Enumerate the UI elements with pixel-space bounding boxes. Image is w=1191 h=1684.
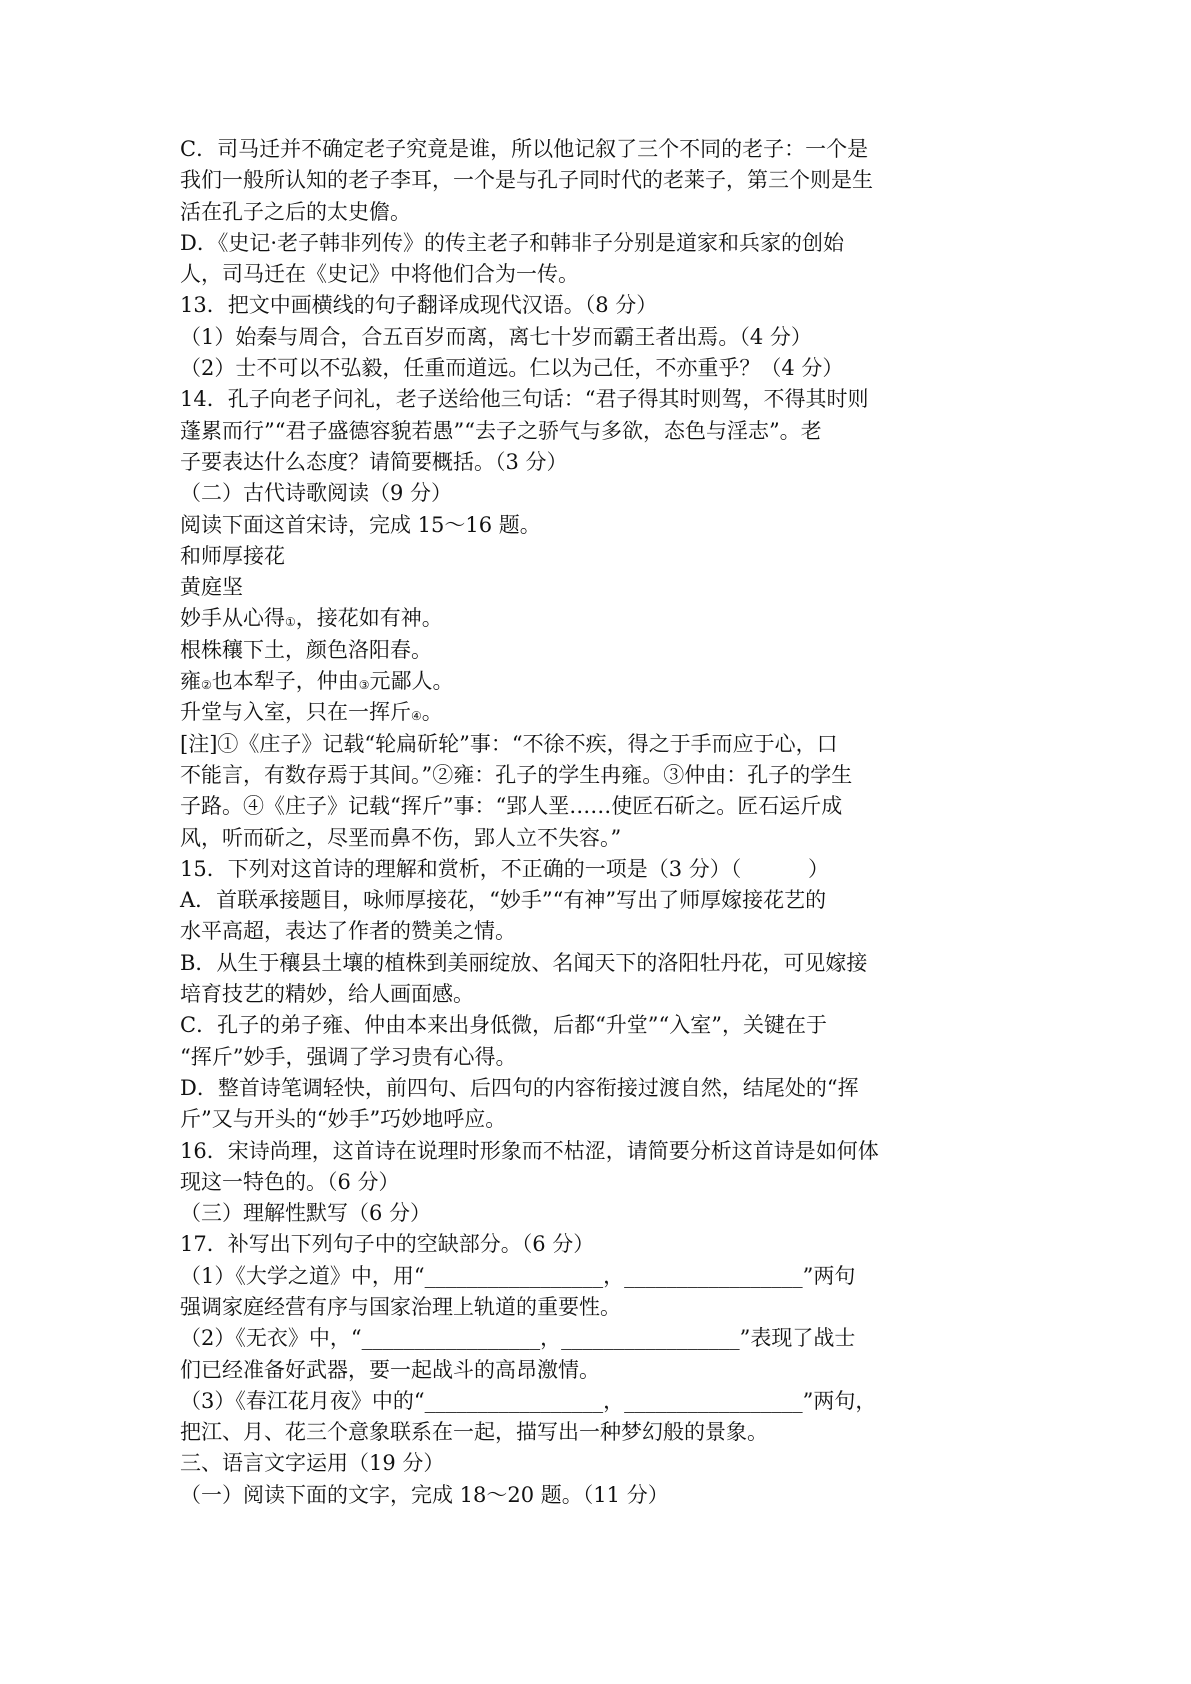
question-13: 13．把文中画横线的句子翻译成现代汉语。（8 分） [180,293,658,318]
note-marker: ④ [411,709,422,724]
option-a: A．首联承接题目，咏师厚接花，“妙手”“有神”写出了师厚嫁接花艺的 [180,888,827,913]
poem-line: 根株穰下土，颜色洛阳春。 [180,637,432,662]
question-17-part-1: （1）《大学之道》中，用“_________________，_________________”两句 [180,1263,856,1288]
section-heading: 三、语言文字运用（19 分） [180,1451,445,1476]
section-heading: （一）阅读下面的文字，完成 18～20 题。（11 分） [180,1482,669,1507]
question-17: 17．补写出下列句子中的空缺部分。（6 分） [180,1232,595,1257]
note-marker: ③ [358,678,370,693]
question-16: 16．宋诗尚理，这首诗在说理时形象而不枯涩，请简要分析这首诗是如何体 [180,1138,879,1163]
instruction: 阅读下面这首宋诗，完成 15～16 题。 [180,512,541,537]
text-line: 现这一特色的。（6 分） [180,1169,400,1194]
text-line: 我们一般所认知的老子李耳，一个是与孔子同时代的老莱子，第三个则是生 [180,168,873,193]
poem-line: 妙手从心得①，接花如有神。 [180,606,443,631]
poem-line: 雍②也本犁子，仲由③元鄙人。 [180,669,454,694]
section-heading: （二）古代诗歌阅读（9 分） [180,481,453,506]
poem-note: 不能言，有数存焉于其间。”②雍：孔子的学生冉雍。③仲由：孔子的学生 [180,762,853,787]
section-heading: （三）理解性默写（6 分） [180,1201,432,1226]
text-line: 强调家庭经营有序与国家治理上轨道的重要性。 [180,1294,621,1319]
note-marker: ② [201,678,212,693]
text-line: “挥斤”妙手，强调了学习贵有心得。 [180,1044,517,1069]
text-line: 培育技艺的精妙，给人画面感。 [180,982,474,1007]
text-line: 人，司马迁在《史记》中将他们合为一传。 [180,262,579,287]
question-17-part-2: （2）《无衣》中，“_________________，_________________”表现了战士 [180,1326,856,1351]
document-page [180,134,1020,1511]
text-line: 活在孔子之后的太史儋。 [180,199,411,224]
text-line: 把江、月、花三个意象联系在一起，描写出一种梦幻般的景象。 [180,1420,768,1445]
text-line: 们已经准备好武器，要一起战斗的高昂激情。 [180,1357,600,1382]
text-line: 蓬累而行”“君子盛德容貌若愚”“去子之骄气与多欲，态色与淫志”。老 [180,418,822,443]
question-15: 15．下列对这首诗的理解和赏析，不正确的一项是（3 分）（ ） [180,856,830,881]
question-13-part-1: （1）始秦与周合，合五百岁而离，离七十岁而霸王者出焉。（4 分） [180,324,812,349]
poem-line: 升堂与入室，只在一挥斤④。 [180,700,443,725]
option-d: D．整首诗笔调轻快，前四句、后四句的内容衔接过渡自然，结尾处的“挥 [180,1075,859,1100]
poem-title: 和师厚接花 [180,543,285,568]
poem-note: [注]①《庄子》记载“轮扁斫轮”事：“不徐不疾，得之于手而应于心，口 [180,731,838,756]
option-c: C．孔子的弟子雍、仲由本来出身低微，后都“升堂”“入室”，关键在于 [180,1013,828,1038]
question-17-part-3: （3）《春江花月夜》中的“_________________，_________________”两句， [180,1388,877,1413]
question-13-part-2: （2）士不可以不弘毅，任重而道远。仁以为己任，不亦重乎？（4 分） [180,356,844,381]
poem-note: 子路。④《庄子》记载“挥斤”事：“郢人垩……使匠石斫之。匠石运斤成 [180,794,843,819]
text-line: 斤”又与开头的“妙手”巧妙地呼应。 [180,1107,507,1132]
note-marker: ① [285,615,296,630]
text-line: D．《史记·老子韩非列传》的传主老子和韩非子分别是道家和兵家的创始 [180,230,845,255]
poem-author: 黄庭坚 [180,575,243,600]
text-line: 子要表达什么态度？请简要概括。（3 分） [180,449,568,474]
question-14: 14．孔子向老子问礼，老子送给他三句话：“君子得其时则驾，不得其时则 [180,387,869,412]
poem-note: 风，听而斫之，尽垩而鼻不伤，郢人立不失容。” [180,825,622,850]
option-b: B．从生于穰县土壤的植株到美丽绽放、名闻天下的洛阳牡丹花，可见嫁接 [180,950,868,975]
text-line: 水平高超，表达了作者的赞美之情。 [180,919,516,944]
text-line: C．司马迁并不确定老子究竟是谁，所以他记叙了三个不同的老子：一个是 [180,137,869,161]
